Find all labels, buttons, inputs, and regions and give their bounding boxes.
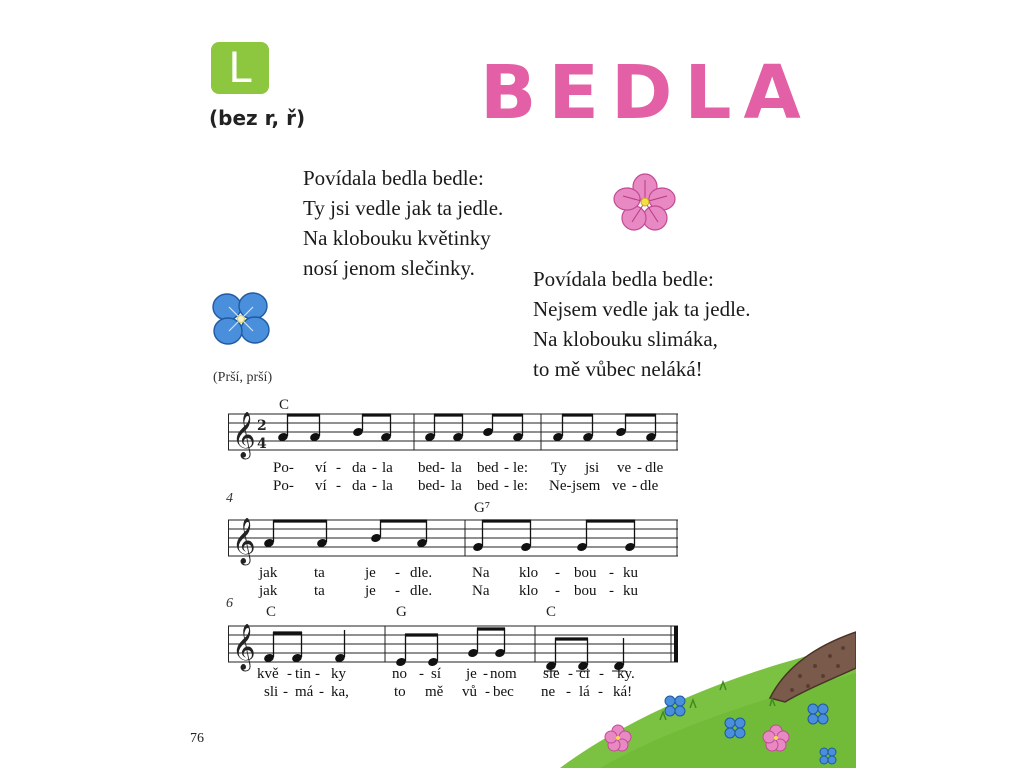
lyric-syllable: -	[504, 460, 509, 476]
lyric-syllable: jsi	[585, 460, 600, 476]
lyric-syllable: bed	[418, 478, 440, 494]
lyric-syllable: ku	[623, 565, 638, 581]
lyric-syllable: bou	[574, 583, 597, 599]
poem-stanza-1	[303, 163, 503, 283]
lyric-syllable: la	[382, 460, 393, 476]
chord-label: C	[279, 397, 290, 413]
lyric-syllable: vů	[462, 684, 477, 700]
lyric-syllable: -	[555, 583, 560, 599]
lyric-syllable: tin	[295, 666, 311, 682]
meadow-illustration	[560, 628, 856, 768]
lyric-syllable: je	[365, 583, 376, 599]
lyric-syllable: le:	[513, 478, 528, 494]
blue-flower-icon	[209, 289, 273, 349]
lyric-syllable: -	[504, 478, 509, 494]
measure-number: 4	[226, 491, 233, 506]
lyric-syllable: -	[485, 684, 490, 700]
poem-line: Nejsem vedle jak ta jedle.	[533, 297, 751, 321]
lyric-syllable: -	[319, 684, 324, 700]
lyric-syllable: jak	[259, 583, 278, 599]
lyrics-system-3	[0, 666, 1024, 706]
lyric-syllable: la	[382, 478, 393, 494]
poem-line: Povídala bedla bedle:	[533, 267, 714, 291]
lyric-syllable: lá	[579, 684, 590, 700]
lyric-syllable: ve	[612, 478, 627, 494]
lyrics-system-1	[0, 460, 1024, 500]
lyric-syllable: ví	[315, 460, 327, 476]
lyric-syllable: ku	[623, 583, 638, 599]
lyric-syllable: -	[566, 684, 571, 700]
music-staff-1	[228, 404, 680, 464]
lyric-syllable: -	[283, 684, 288, 700]
lyric-syllable: bec	[493, 684, 514, 700]
lyric-syllable: da	[352, 478, 367, 494]
page-number: 76	[190, 731, 204, 746]
lyric-syllable: -	[555, 565, 560, 581]
lyric-syllable: dle	[645, 460, 664, 476]
poem-line: to mě vůbec neláká!	[533, 357, 703, 381]
lyric-syllable: bed	[418, 460, 440, 476]
lyric-syllable: sle	[543, 666, 560, 682]
tune-reference: (Prší, prší)	[213, 370, 273, 385]
letter-badge	[211, 42, 269, 94]
lyric-syllable: ne	[541, 684, 556, 700]
lyric-syllable: ta	[314, 565, 325, 581]
lyric-syllable: nom	[490, 666, 517, 682]
lyric-syllable: la	[451, 478, 462, 494]
measure-number: 6	[226, 596, 233, 611]
lyric-syllable: či	[579, 666, 590, 682]
lyrics-system-2	[0, 565, 1024, 605]
lyric-syllable: dle	[640, 478, 659, 494]
lyric-syllable: -	[419, 666, 424, 682]
lyric-syllable: sli	[264, 684, 279, 700]
lyric-syllable: ká!	[613, 684, 633, 700]
poem-line: nosí jenom slečinky.	[303, 256, 475, 280]
lyric-syllable: ka,	[331, 684, 349, 700]
lyric-syllable: sí	[431, 666, 442, 682]
lyric-syllable: Ty	[551, 460, 567, 476]
poem-line: Na klobouku květinky	[303, 226, 491, 250]
lyric-syllable: -	[336, 478, 341, 494]
lyric-syllable: jsem	[572, 478, 601, 494]
lyric-syllable: -	[568, 666, 573, 682]
lyric-syllable: no	[392, 666, 407, 682]
lyric-syllable: mě	[425, 684, 444, 700]
lyric-syllable: -	[395, 565, 400, 581]
lyric-syllable: Ne-	[549, 478, 572, 494]
music-staff-2	[228, 512, 680, 566]
lyric-syllable: le:	[513, 460, 528, 476]
lyric-syllable: -	[336, 460, 341, 476]
time-signature-bottom: 4	[257, 436, 267, 452]
lyric-syllable: dle.	[410, 583, 433, 599]
lyric-syllable: ta	[314, 583, 325, 599]
lyric-syllable: -	[609, 583, 614, 599]
poem-line: Povídala bedla bedle:	[303, 166, 484, 190]
treble-clef-icon: 𝄞	[232, 518, 256, 564]
lyric-syllable: dle.	[410, 565, 433, 581]
lyric-syllable: -	[440, 460, 445, 476]
lyric-syllable: klo	[519, 583, 539, 599]
lyric-syllable: je	[466, 666, 477, 682]
lyric-syllable: je	[365, 565, 376, 581]
lyric-syllable: -	[637, 460, 642, 476]
lyric-syllable: -	[372, 460, 377, 476]
letter-note: (bez r, ř)	[209, 106, 306, 130]
lyric-syllable: -	[599, 666, 604, 682]
lyric-syllable: bed	[477, 478, 499, 494]
chord-label: C	[266, 604, 277, 620]
lyric-syllable: ve	[617, 460, 632, 476]
lyric-syllable: Po-	[273, 460, 294, 476]
page-title: BEDLA	[480, 50, 813, 136]
lyric-syllable: -	[395, 583, 400, 599]
lyric-syllable: -	[483, 666, 488, 682]
lyric-syllable: bed	[477, 460, 499, 476]
lyric-syllable: -	[632, 478, 637, 494]
lyric-syllable: jak	[259, 565, 278, 581]
lyric-syllable: -	[315, 666, 320, 682]
lyric-syllable: -	[372, 478, 377, 494]
treble-clef-icon: 𝄞	[232, 624, 256, 670]
poem-line: Na klobouku slimáka,	[533, 327, 718, 351]
poem-line: Ty jsi vedle jak ta jedle.	[303, 196, 504, 220]
lyric-syllable: bou	[574, 565, 597, 581]
lyric-syllable: ky.	[617, 666, 635, 682]
lyric-syllable: klo	[519, 565, 539, 581]
lyric-syllable: -	[609, 565, 614, 581]
lyric-syllable: Po-	[273, 478, 294, 494]
lyric-syllable: Na	[472, 583, 490, 599]
treble-clef-icon: 𝄞	[232, 412, 256, 458]
time-signature-top: 2	[257, 418, 267, 434]
lyric-syllable: má	[295, 684, 314, 700]
lyric-syllable: ví	[315, 478, 327, 494]
letter-badge-letter: L	[228, 43, 252, 92]
lyric-syllable: kvě	[257, 666, 279, 682]
lyric-syllable: la	[451, 460, 462, 476]
lyric-syllable: -	[440, 478, 445, 494]
pink-flower-icon	[612, 172, 678, 234]
lyric-syllable: to	[394, 684, 406, 700]
chord-label: C	[546, 604, 557, 620]
lyric-syllable: Na	[472, 565, 490, 581]
poem-stanza-2	[533, 264, 751, 384]
lyric-syllable: -	[287, 666, 292, 682]
lyric-syllable: -	[598, 684, 603, 700]
lyric-syllable: da	[352, 460, 367, 476]
lyric-syllable: ky	[331, 666, 346, 682]
chord-label: G⁷	[474, 500, 491, 516]
chord-label: G	[396, 604, 407, 620]
